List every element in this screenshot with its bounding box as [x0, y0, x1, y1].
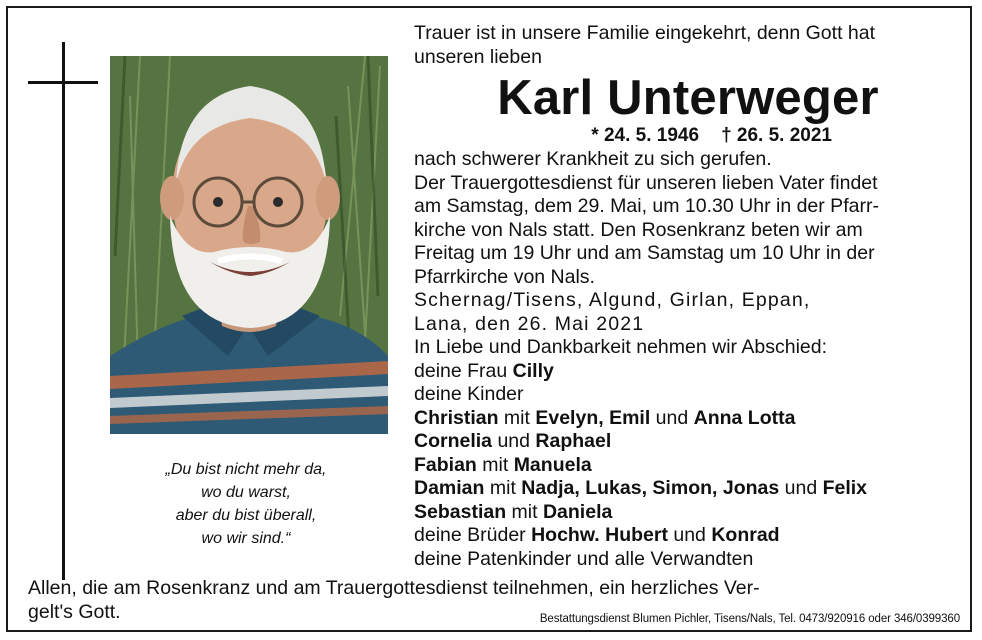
mourner-name: Nadja, Lukas, Simon, Jonas [521, 477, 780, 499]
mourners-intro: In Liebe und Dankbarkeit nehmen wir Abschied: [414, 336, 828, 358]
closing-line: Allen, die am Rosenkranz und am Trauergottesdienst teilnehmen, ein herzliches Ver- [28, 577, 760, 599]
portrait-photo [110, 56, 388, 434]
mourner-row [414, 477, 962, 501]
mourner-name: Damian [414, 477, 485, 499]
mourner-name: Christian [414, 406, 499, 429]
mourner-name: Felix [822, 477, 868, 499]
mourner-row [414, 454, 962, 478]
mourner-name: Sebastian [414, 500, 507, 523]
connector: mit [498, 406, 536, 429]
intro-line: unseren lieben [414, 45, 542, 68]
body-line: Freitag um 19 Uhr und am Samstag um 10 Uhr in der [414, 242, 875, 264]
mourner-row [414, 501, 962, 525]
body-line: kirche von Nals statt. Den Rosenkranz beten wir am [414, 218, 863, 241]
deceased-name: Karl Unterweger [497, 71, 879, 125]
children-label: deine Kinder [414, 383, 524, 405]
life-dates [414, 125, 962, 147]
intro-line: Trauer ist in unsere Familie eingekehrt, denn Gott hat [414, 22, 876, 44]
mourner-wife [414, 360, 962, 384]
connector: und [667, 524, 712, 546]
body-line: nach schwerer Krankheit zu sich gerufen. [414, 148, 772, 170]
cross-icon [62, 42, 65, 580]
quote-line: wo wir sind.“ [201, 530, 291, 547]
mourner-name: Evelyn, Emil [535, 406, 651, 429]
body-line: Der Trauergottesdienst für unseren lieben Vater findet [414, 171, 878, 194]
mourner-name: Manuela [513, 453, 592, 476]
connector: und [779, 477, 823, 499]
body-line: am Samstag, dem 29. Mai, um 10.30 Uhr in der Pfarr- [414, 195, 879, 217]
mourner-name: Konrad [711, 524, 780, 546]
text-column [414, 22, 962, 571]
closing-line: gelt's Gott. [28, 601, 121, 623]
body-line: Pfarrkirche von Nals. [414, 265, 595, 288]
mourner-row [414, 407, 962, 431]
quote-line: aber du bist überall, [175, 507, 317, 524]
mourner-row [414, 524, 962, 548]
godchildren-line: deine Patenkinder und alle Verwandten [414, 547, 754, 570]
mourner-name: Fabian [414, 453, 477, 476]
mourner-name: Daniela [542, 500, 613, 523]
mourner-name: Hochw. Hubert [531, 524, 668, 546]
death-date: † 26. 5. 2021 [721, 125, 832, 146]
mourner-label: deine Brüder [414, 524, 532, 546]
undertaker-info: Bestattungsdienst Blumen Pichler, Tisens/Nals, Tel. 0473/920916 oder 346/0399360 [539, 613, 960, 625]
connector: und [492, 430, 536, 452]
cross-icon-bar [28, 81, 98, 84]
mourner-name: Cornelia [414, 430, 493, 452]
connector: mit [484, 477, 522, 499]
place-line: Lana, den 26. Mai 2021 [414, 312, 645, 335]
connector: und [650, 406, 694, 429]
connector: mit [476, 453, 514, 476]
mourner-row [414, 430, 962, 454]
quote-line: wo du warst, [201, 484, 291, 501]
mourner-label: deine Frau [414, 359, 513, 382]
connector: mit [506, 500, 543, 523]
mourner-name: Raphael [535, 430, 612, 452]
place-line: Schernag/Tisens, Algund, Girlan, Eppan, [414, 289, 811, 311]
quote-block [126, 458, 366, 550]
mourner-name: Cilly [512, 359, 554, 382]
obituary-notice [6, 6, 972, 632]
quote-line: „Du bist nicht mehr da, [165, 461, 327, 478]
mourner-name: Anna Lotta [693, 406, 796, 429]
birth-date: * 24. 5. 1946 [591, 125, 700, 146]
